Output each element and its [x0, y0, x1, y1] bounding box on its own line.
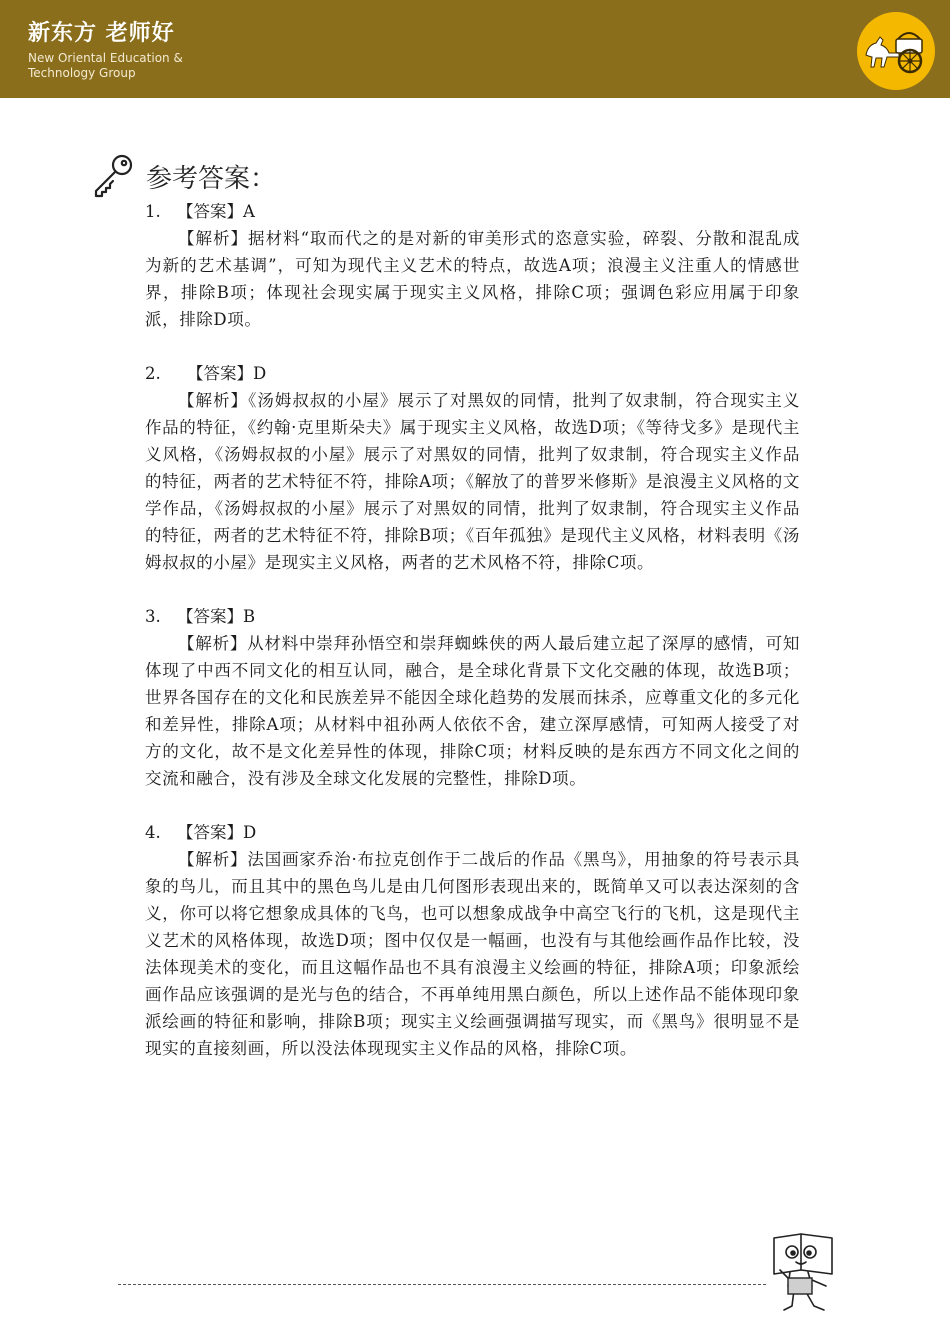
item-answer: 【答案】B	[177, 607, 256, 626]
item-number: 1.	[145, 202, 161, 221]
key-icon	[90, 152, 136, 198]
item-answer: 【答案】A	[177, 202, 255, 221]
item-answer: 【答案】D	[187, 364, 267, 383]
brand-name-en-line2: Technology Group	[28, 66, 136, 80]
answer-item-3	[145, 603, 800, 792]
item-answer: 【答案】D	[177, 823, 257, 842]
item-explanation: 【解析】法国画家乔治·布拉克创作于二战后的作品《黑鸟》，用抽象的符号表示具象的鸟儿，而且其中的黑色鸟儿是由几何图形表现出来的，既简单又可以表达深刻的含义，你可以将它想象成具体的飞鸟，也可以想象成战争中高空飞行的飞机，这是现代主义艺术的风格体现，故选D项；图中仅仅是一幅画，也没有与其他绘画作品作比较，没法体现美术的变化，而且这幅作品也不具有浪漫主义绘画的特征，排除A项；印象派绘画作品应该强调的是光与色的结合，不再单纯用黑白颜色，所以上述作品不能体现印象派绘画的特征和影响，排除B项；现实主义绘画强调描写现实，而《黑鸟》很明显不是现实的直接刻画，所以没法体现现实主义作品的风格，排除C项。	[145, 850, 800, 1058]
item-number: 2.	[145, 364, 161, 383]
brand-name-en-line1: New Oriental Education &	[28, 51, 183, 65]
answer-item-2	[145, 360, 800, 576]
page-header	[0, 0, 950, 98]
answer-list	[145, 198, 800, 1089]
book-mascot-icon	[768, 1230, 838, 1316]
answer-item-4	[145, 819, 800, 1062]
brand-name-en	[28, 51, 228, 81]
answer-item-1	[145, 198, 800, 333]
brand-name-cn: 新东方 老师好	[28, 21, 175, 46]
item-number: 3.	[145, 607, 161, 626]
section-title: 参考答案：	[146, 164, 277, 194]
carriage-logo-icon	[856, 11, 936, 91]
item-explanation: 【解析】《汤姆叔叔的小屋》展示了对黑奴的同情，批判了奴隶制，符合现实主义作品的特征，《约翰·克里斯朵夫》属于现实主义风格，故选D项；《等待戈多》是现代主义风格，《汤姆叔叔的小屋》展示了对黑奴的同情，批判了奴隶制，符合现实主义作品的特征，两者的艺术特征不符，排除A项；《解放了的普罗米修斯》是浪漫主义风格的文学作品，《汤姆叔叔的小屋》展示了对黑奴的同情，批判了奴隶制，符合现实主义作品的特征，两者的艺术特征不符，排除B项；《百年孤独》是现代主义风格，材料表明《汤姆叔叔的小屋》是现实主义风格，两者的艺术风格不符，排除C项。	[145, 391, 800, 572]
item-explanation: 【解析】从材料中崇拜孙悟空和崇拜蜘蛛侠的两人最后建立起了深厚的感情，可知体现了中西不同文化的相互认同，融合，是全球化背景下文化交融的体现，故选B项；世界各国存在的文化和民族差异不能因全球化趋势的发展而抹杀，应尊重文化的多元化和差异性，排除A项；从材料中祖孙两人依依不舍，建立深厚感情，可知两人接受了对方的文化，故不是文化差异性的体现，排除C项；材料反映的是东西方不同文化之间的交流和融合，没有涉及全球文化发展的完整性，排除D项。	[145, 634, 800, 788]
item-number: 4.	[145, 823, 161, 842]
footer-divider	[118, 1284, 766, 1285]
item-explanation: 【解析】据材料“取而代之的是对新的审美形式的恣意实验，碎裂、分散和混乱成为新的艺术基调”，可知为现代主义艺术的特点，故选A项；浪漫主义注重人的情感世界，排除B项；体现社会现实属于现实主义风格，排除C项；强调色彩应用属于印象派，排除D项。	[145, 229, 800, 329]
